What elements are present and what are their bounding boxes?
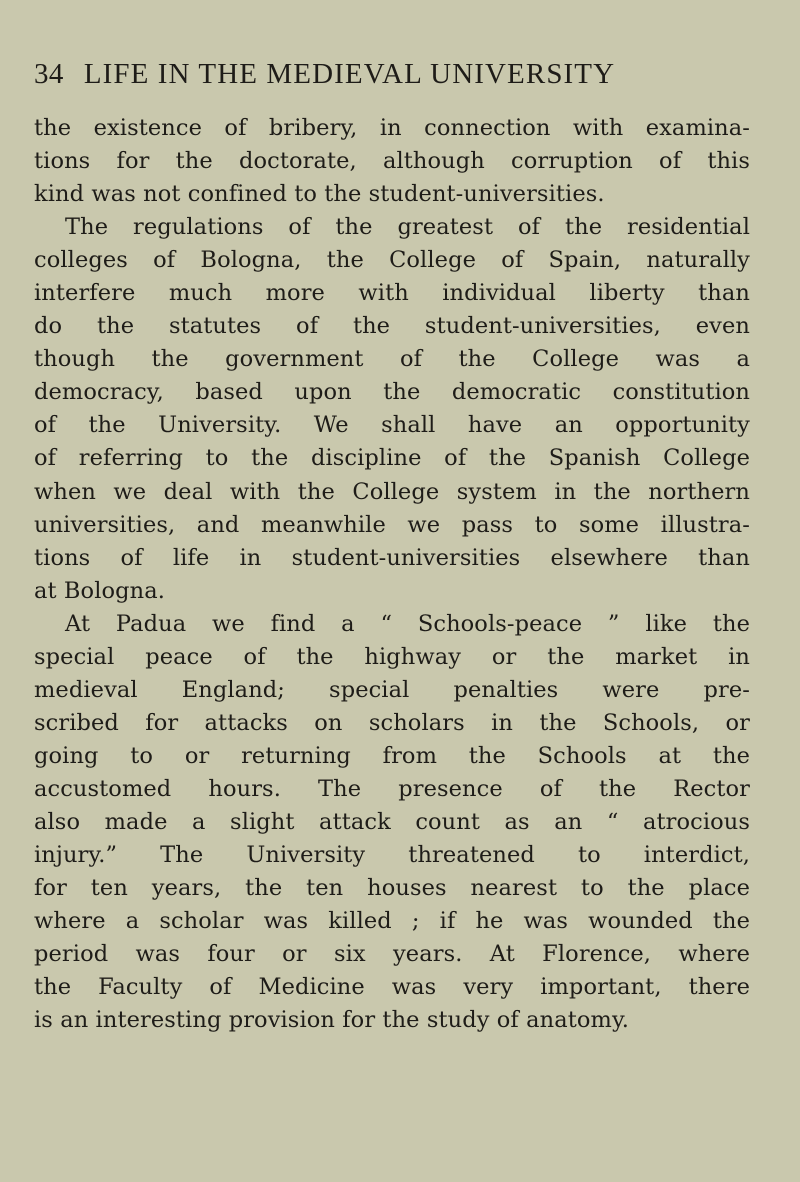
text-line: At Padua we find a “ Schools-peace ” like the — [65, 610, 750, 637]
text-line: universities, and meanwhile we pass to some illustra- — [34, 511, 750, 538]
text-line: also made a slight attack count as an “ atrocious — [34, 808, 750, 835]
text-line: colleges of Bologna, the College of Spain, naturally — [34, 247, 750, 274]
text-line: do the statutes of the student-universities, even — [34, 313, 750, 340]
text-line: period was four or six years. At Florence, where — [34, 941, 750, 968]
text-line: the existence of bribery, in connection with examina- — [34, 115, 750, 141]
text-line: where a scholar was killed ; if he was wounded the — [34, 908, 750, 935]
text-line: democracy, based upon the democratic constitution — [34, 379, 750, 406]
text-line: medieval England; special penalties were pre- — [34, 676, 750, 703]
text-line: interfere much more with individual liberty than — [34, 280, 750, 307]
text-line: scribed for attacks on scholars in the Schools, or — [34, 709, 750, 736]
text-line: The regulations of the greatest of the residential — [65, 214, 750, 241]
text-line: accustomed hours. The presence of the Rector — [34, 775, 750, 802]
text-line: injury.” The University threatened to interdict, — [34, 842, 750, 869]
text-line: for ten years, the ten houses nearest to the place — [34, 875, 750, 902]
text-line: the Faculty of Medicine was very important, there — [34, 974, 750, 1001]
text-line: is an interesting provision for the study of anatomy. — [34, 1007, 630, 1034]
text-line: at Bologna. — [34, 577, 165, 604]
text-line: tions for the doctorate, although corruption of this — [34, 148, 750, 175]
text-line: kind was not confined to the student-universities. — [34, 181, 605, 208]
page-number: 34 — [34, 58, 64, 90]
running-title: LIFE IN THE MEDIEVAL UNIVERSITY — [83, 58, 616, 90]
text-line: when we deal with the College system in the northern — [34, 478, 750, 505]
text-line: of the University. We shall have an opportunity — [34, 412, 750, 439]
running-head — [34, 58, 750, 98]
body-text — [34, 112, 750, 1037]
text-line: though the government of the College was a — [34, 346, 750, 373]
text-line: special peace of the highway or the market in — [34, 643, 750, 670]
text-line: tions of life in student-universities elsewhere than — [34, 544, 750, 571]
text-line: of referring to the discipline of the Spanish College — [34, 445, 750, 472]
text-line: going to or returning from the Schools at the — [34, 742, 750, 769]
